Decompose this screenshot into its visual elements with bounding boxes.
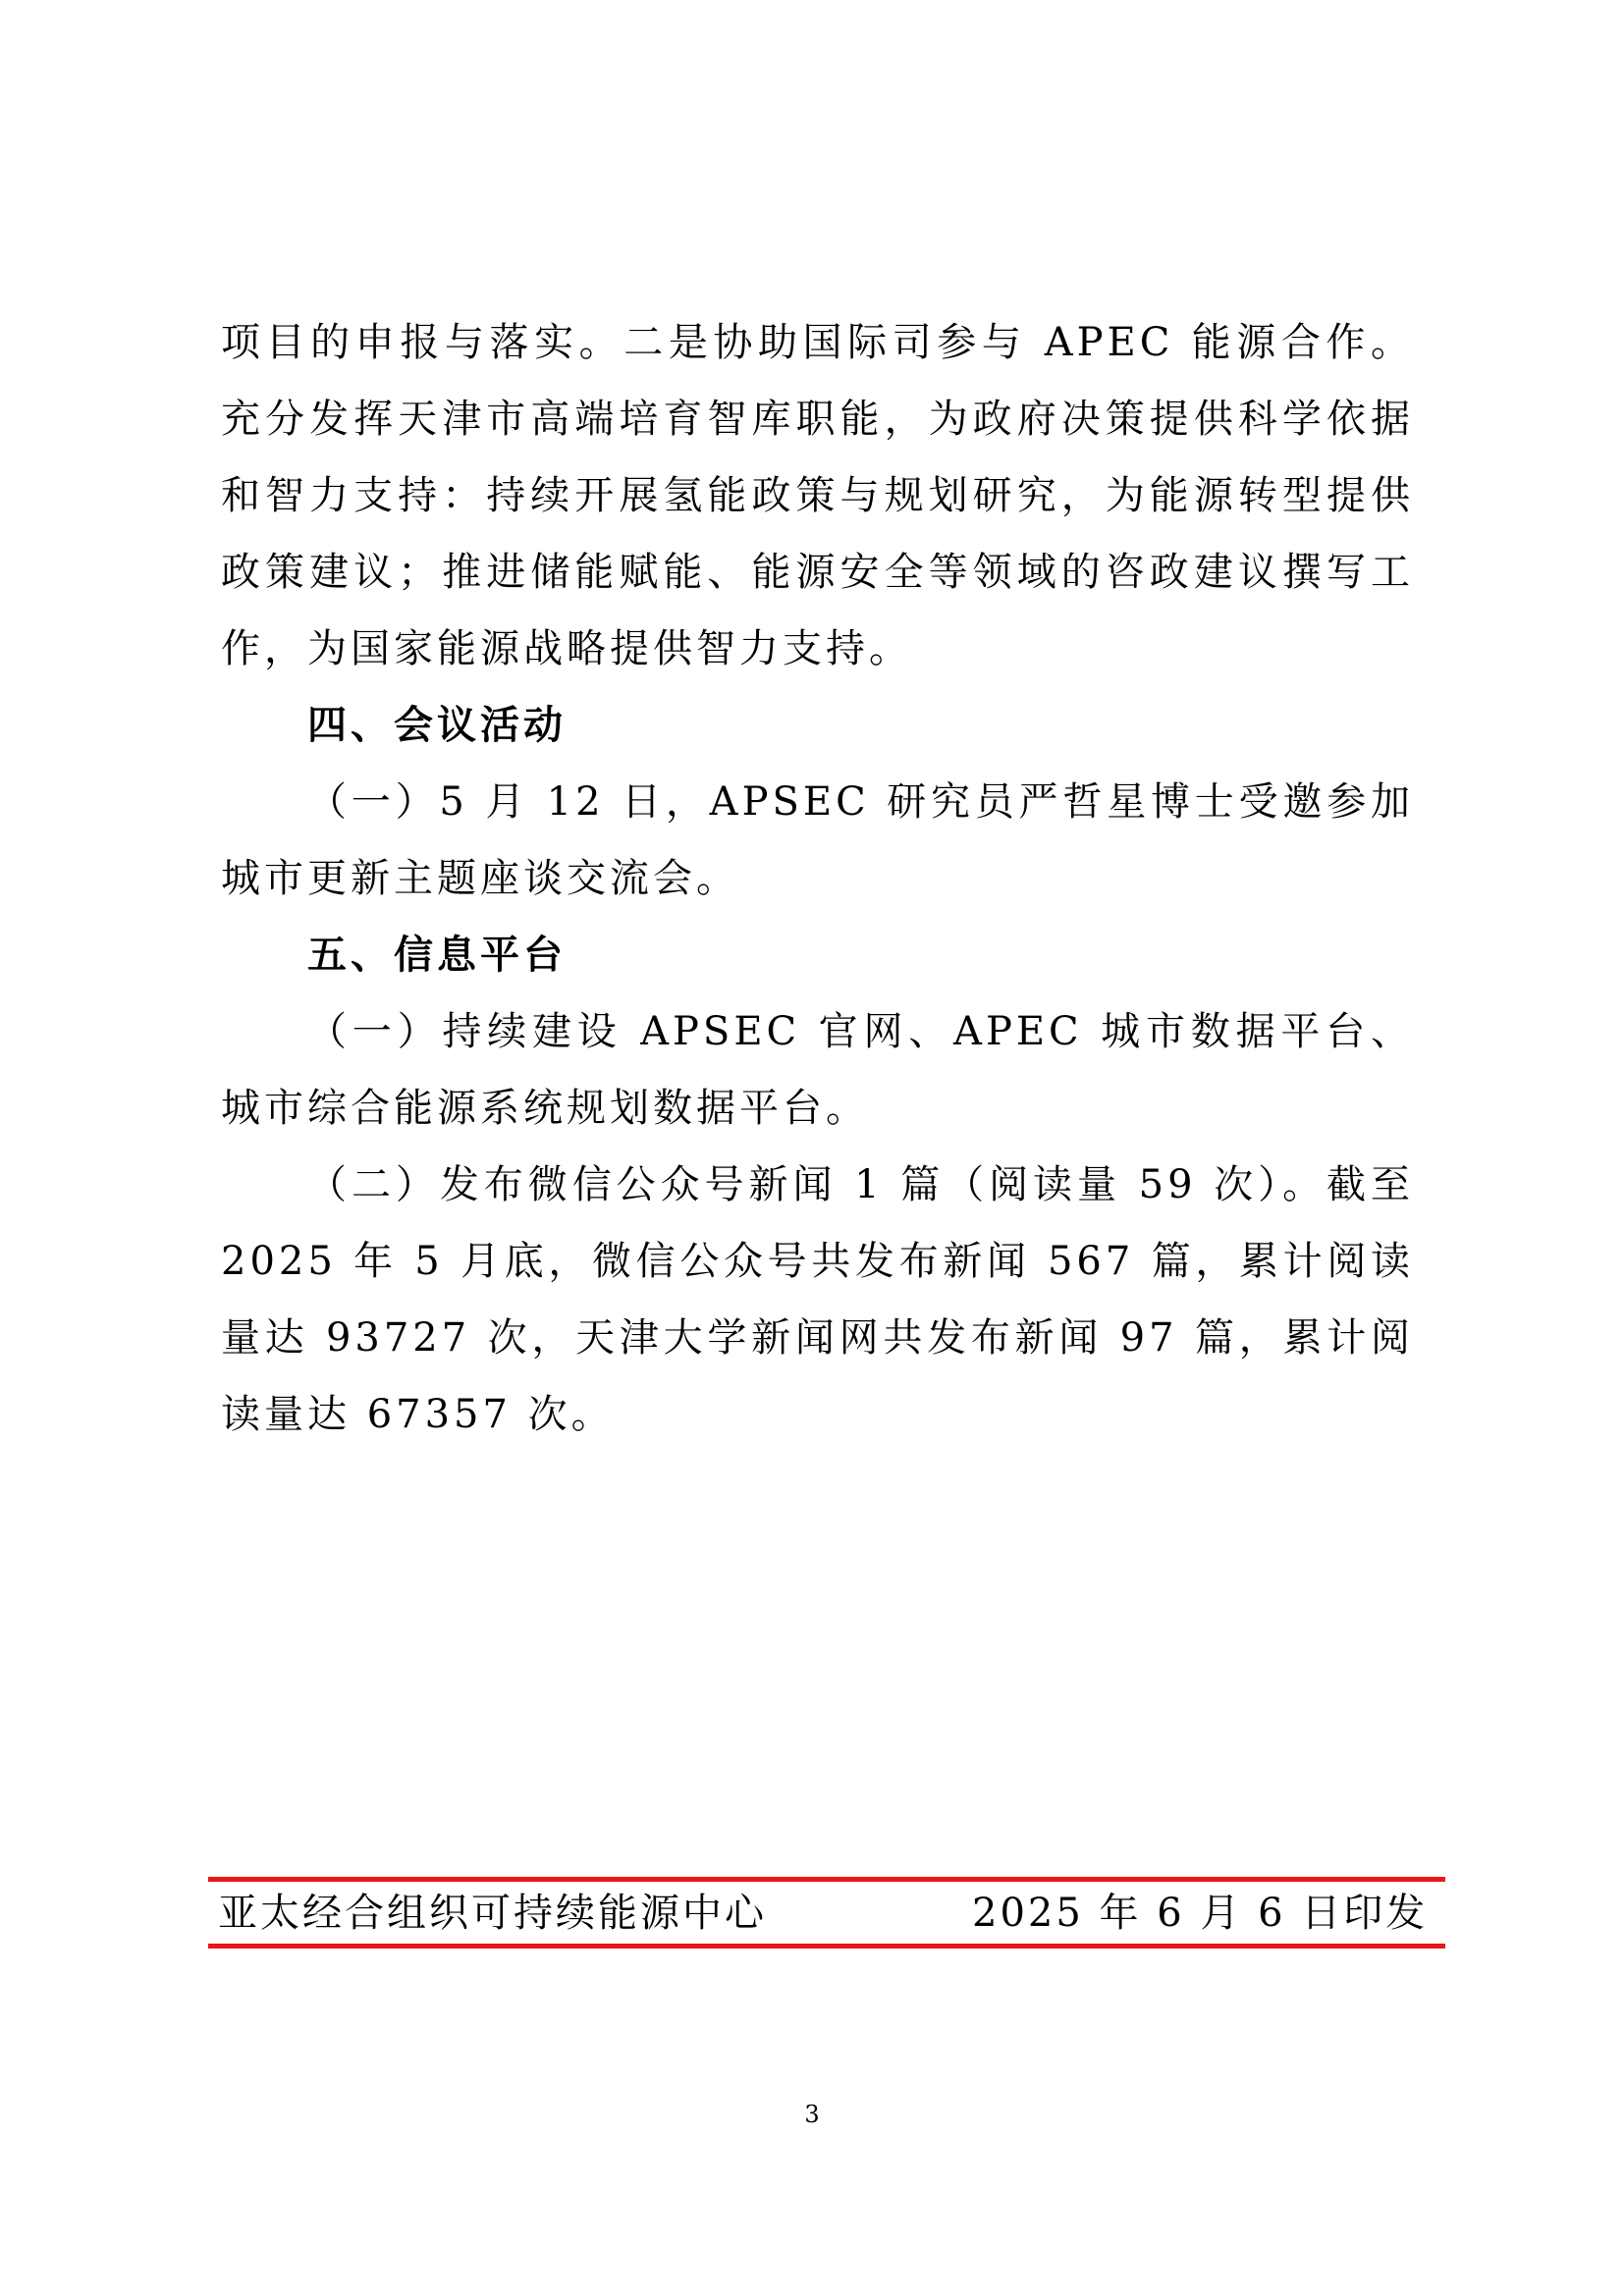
- footer-organization: 亚太经合组织可持续能源中心: [218, 1891, 767, 1936]
- footer-rule-bottom: [208, 1944, 1445, 1949]
- document-body: [221, 304, 1414, 1453]
- meeting-item-1: （一）5 月 12 日，APSEC 研究员严哲星博士受邀参加城市更新主题座谈交流会。: [221, 779, 1414, 901]
- platform-item-1: （一）持续建设 APSEC 官网、APEC 城市数据平台、城市综合能源系统规划数据平台。: [221, 1009, 1414, 1131]
- section-heading-info-platform: 五、信息平台: [307, 933, 567, 978]
- platform-item-2: （二）发布微信公众号新闻 1 篇（阅读量 59 次）。截至 2025 年 5 月底，微信公众号共发布新闻 567 篇，累计阅读量达 93727 次，天津大学新闻网共发布新闻 97 篇，累计阅读量达 67357 次。: [221, 1162, 1414, 1437]
- paragraph-apec-cooperation: 项目的申报与落实。二是协助国际司参与 APEC 能源合作。充分发挥天津市高端培育智库职能，为政府决策提供科学依据和智力支持：持续开展氢能政策与规划研究，为能源转型提供政策建议；推进储能赋能、能源安全等领域的咨政建议撰写工作，为国家能源战略提供智力支持。: [221, 320, 1414, 671]
- footer-rule-top: [208, 1877, 1445, 1882]
- footer-issue-date: 2025 年 6 月 6 日印发: [972, 1891, 1429, 1936]
- page-number: 3: [804, 2101, 820, 2128]
- section-heading-meetings: 四、会议活动: [307, 703, 567, 748]
